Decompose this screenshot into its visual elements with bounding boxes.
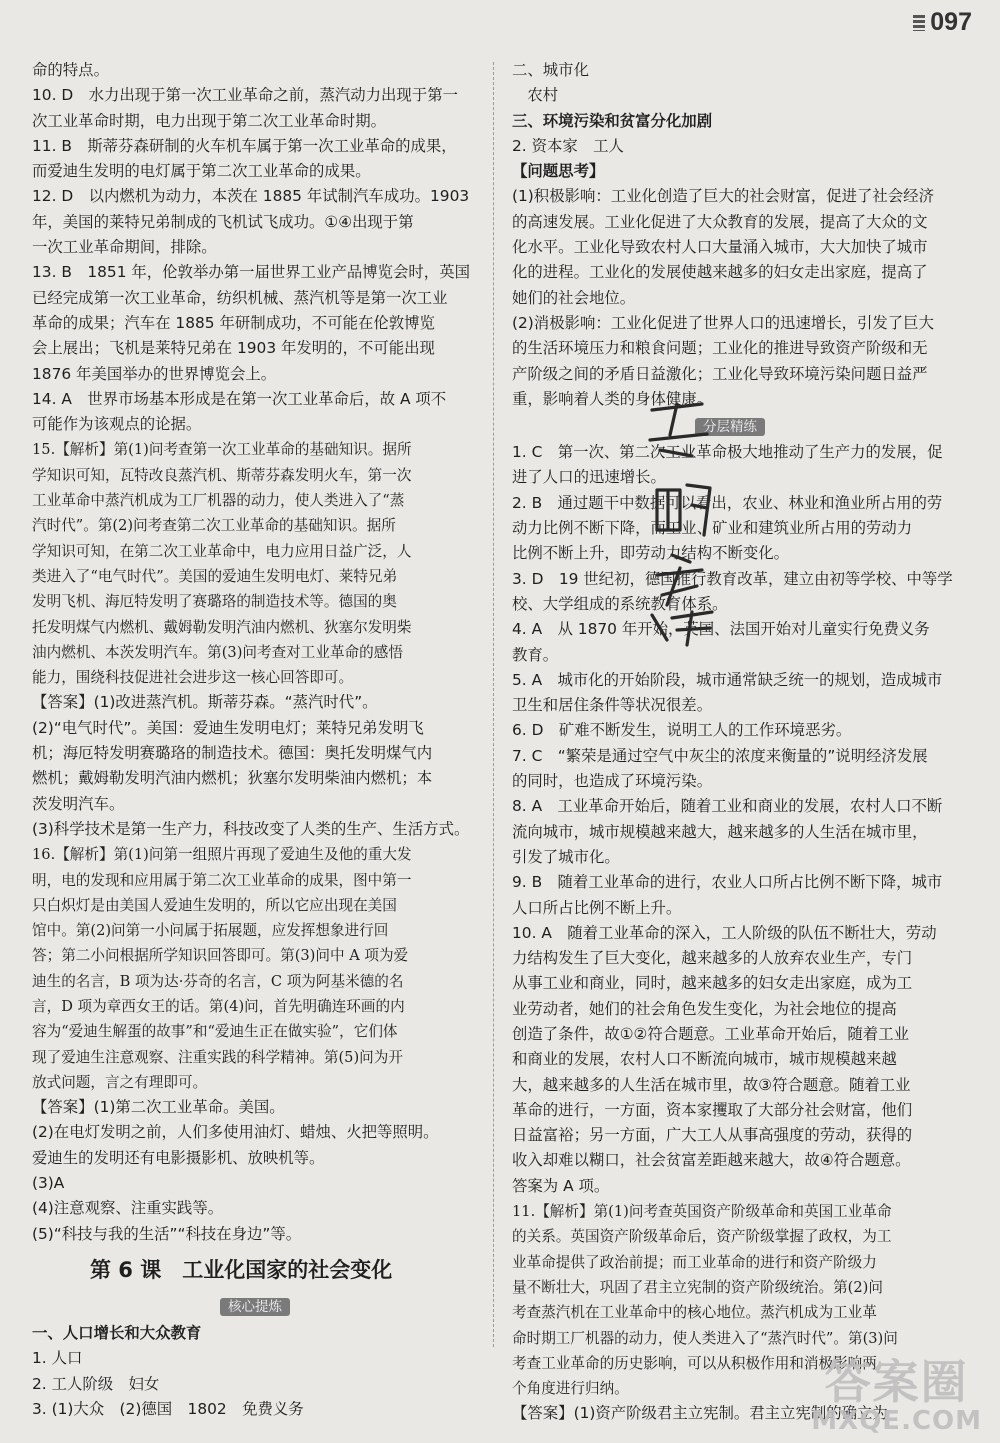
answer-14: 14. A 世界市场基本形成是在第一次工业革命后，故 A 项不	[32, 389, 447, 408]
text-line: 言，D 项为章西女王的话。第(4)问，首先明确连环画的内	[32, 997, 405, 1015]
text-line: 卫生和居住条件等状况很差。	[512, 696, 713, 715]
page-number	[913, 8, 972, 37]
text-line: 燃机；戴姆勒发明汽油内燃机；狄塞尔发明柴油内燃机；本	[32, 769, 433, 788]
text-line: 的生活环境压力和粮食问题；工业化的推进导致资产阶级和无	[512, 339, 928, 358]
answer-6: 6. D 矿难不断发生，说明工人的工作环境恶劣。	[512, 721, 852, 740]
text-line: 类进入了“电气时代”。美国的爱迪生发明电灯、莱特兄弟	[32, 567, 398, 585]
text-line: 机；海厄特发明赛璐珞的制造技术。德国：奥托发明煤气内	[32, 744, 433, 763]
text-line: 命时期工厂机器的动力，使人类进入了“蒸汽时代”。第(3)问	[512, 1329, 898, 1347]
answer-15-analysis: 15.【解析】第(1)问考查第一次工业革命的基础知识。据所	[32, 441, 412, 459]
text-line: 会上展出；飞机是莱特兄弟在 1903 年发明的，不可能出现	[32, 339, 435, 358]
text-line: 只白炽灯是由美国人爱迪生发明的，所以它应出现在美国	[32, 896, 397, 914]
right-column	[512, 58, 953, 1427]
text-line: 化的进程。工业化的发展使越来越多的妇女走出家庭，提高了	[512, 263, 928, 282]
answer-15-key: 【答案】(1)改进蒸汽机。斯蒂芬森。“蒸汽时代”。	[32, 693, 378, 712]
text-line: 汽时代”。第(2)问考查第二次工业革命的基础知识。据所	[32, 517, 396, 535]
watermark-url: MXQE.COM	[811, 1406, 982, 1436]
answer-1: 1. C 第一次、第二次工业革命极大地推动了生产力的发展，促	[512, 443, 943, 462]
text-line: 答；第二小问根据所学知识回答即可。第(3)问中 A 项为爱	[32, 947, 409, 965]
text-line: 流向城市，城市规模越来越大，越来越多的人生活在城市里，	[512, 822, 928, 841]
text-line: 明，电的发现和应用属于第二次工业革命的成果，图中第一	[32, 871, 412, 889]
text-line: 人口所占比例不断上升。	[512, 898, 682, 917]
text-line: 而爱迪生发明的电灯属于第二次工业革命的成果。	[32, 162, 371, 181]
section-badge-layer: 分层精练	[695, 418, 765, 436]
section-heading: 二、城市化	[512, 61, 589, 79]
text-line: 动力比例不断下降，而工业、矿业和建筑业所占用的劳动力	[512, 519, 913, 538]
text-line: 量不断壮大，巩固了君主立宪制的资产阶级统治。第(2)问	[512, 1278, 883, 1296]
text-line: (4)注意观察、注重实践等。	[32, 1199, 224, 1218]
question-thinking-heading: 【问题思考】	[512, 162, 605, 181]
text-line: 的同时，也造成了环境污染。	[512, 772, 713, 791]
answer-11: 11. B 斯蒂芬森研制的火车机车属于第一次工业革命的成果，	[32, 136, 457, 155]
text-line: 已经完成第一次工业革命，纺织机械、蒸汽机等是第一次工业	[32, 288, 448, 307]
answer-13: 13. B 1851 年，伦敦举办第一届世界工业产品博览会时，英国	[32, 263, 470, 282]
section-badge-core: 核心提炼	[220, 1298, 290, 1316]
text-line: 次工业革命时期，电力出现于第二次工业革命时期。	[32, 111, 386, 130]
section-heading: 三、环境污染和贫富分化加剧	[512, 111, 713, 130]
text-line: 个角度进行归纳。	[512, 1380, 629, 1398]
text-line: 校、大学组成的系统教育体系。	[512, 594, 728, 613]
text-line: 学知识可知，在第二次工业革命中，电力应用日益广泛，人	[32, 542, 412, 560]
text-line: 革命的进行，一方面，资本家攫取了大部分社会财富，他们	[512, 1100, 913, 1119]
answer-8: 8. A 工业革命开始后，随着工业和商业的发展，农村人口不断	[512, 797, 943, 816]
left-column	[32, 58, 478, 1422]
text-line: 爱迪生的发明还有电影摄影机、放映机等。	[32, 1148, 325, 1167]
badge-row	[32, 1293, 478, 1321]
answer-7: 7. C “繁荣是通过空气中灰尘的浓度来衡量的”说明经济发展	[512, 746, 928, 765]
text-line: (3)科学技术是第一生产力，科技改变了人类的生产、生活方式。	[32, 819, 470, 838]
text-line: 收入却难以糊口，社会贫富差距越来越大，故④符合题意。	[512, 1151, 911, 1170]
text-line: (2)“电气时代”。美国：爱迪生发明电灯；莱特兄弟发明飞	[32, 718, 424, 737]
answer-3: 3. D 19 世纪初，德国推行教育改革，建立由初等学校、中等学	[512, 569, 953, 588]
text-line: 的高速发展。工业化促进了大众教育的发展，提高了大众的文	[512, 212, 928, 231]
text-line: 业革命提供了政治前提；而工业革命的进行和资产阶级力	[512, 1253, 877, 1271]
answer-10-right: 10. A 随着工业革命的深入，工人阶级的队伍不断壮大，劳动	[512, 923, 937, 942]
text-line: 进了人口的迅速增长。	[512, 468, 666, 487]
answer-5: 5. A 城市化的开始阶段，城市通常缺乏统一的规划，造成城市	[512, 670, 943, 689]
text-line: 放式问题，言之有理即可。	[32, 1073, 208, 1091]
text-line: 答案为 A 项。	[512, 1176, 610, 1195]
answer-16-analysis: 16.【解析】第(1)问第一组照片再现了爱迪生及他的重大发	[32, 846, 412, 864]
column-divider	[493, 62, 494, 1347]
text-line: 她们的社会地位。	[512, 288, 636, 307]
answer-9: 9. B 随着工业革命的进行，农业人口所占比例不断下降，城市	[512, 873, 943, 892]
text-line: (1)积极影响：工业化创造了巨大的社会财富，促进了社会经济	[512, 187, 934, 206]
answer-10: 10. D 水力出现于第一次工业革命之前，蒸汽动力出现于第一	[32, 86, 458, 105]
text-line: 大，越来越多的人生活在城市里，故③符合题意。随着工业	[512, 1075, 911, 1094]
text-line: 容为“爱迪生解蛋的故事”和“爱迪生正在做实验”，它们体	[32, 1023, 398, 1041]
answer-2: 2. B 通过题干中数据可以看出，农业、林业和渔业所占用的劳	[512, 493, 943, 512]
answer-11-analysis: 11.【解析】第(1)问考查英国资产阶级革命和英国工业革命	[512, 1203, 892, 1221]
text-line: 1876 年美国举办的世界博览会上。	[32, 364, 277, 383]
text-line: 考查工业革命的历史影响，可以从积极作用和消极影响两	[512, 1354, 877, 1372]
text-line: 重，影响着人类的身体健康。	[512, 389, 713, 408]
text-line: 命的特点。	[32, 61, 109, 79]
text-line: 茨发明汽车。	[32, 794, 125, 813]
text-line: 工业革命中蒸汽机成为工厂机器的动力，使人类进入了“蒸	[32, 492, 405, 510]
text-line: 2. 资本家 工人	[512, 136, 624, 155]
text-line: 学知识可知，瓦特改良蒸汽机、斯蒂芬森发明火车，第一次	[32, 466, 412, 484]
text-line: 油内燃机、本茨发明汽车。第(3)问考查对工业革命的感悟	[32, 643, 403, 661]
text-line: 农村	[512, 86, 559, 105]
text-line: 从事工业和商业，同时，越来越多的妇女走出家庭，成为工	[512, 974, 913, 993]
text-line: 1. 人口	[32, 1349, 83, 1368]
text-line: 3. (1)大众 (2)德国 1802 免费义务	[32, 1399, 304, 1418]
text-line: 能力，围绕科技促进社会进步这一核心回答即可。	[32, 669, 354, 687]
text-line: (5)“科技与我的生活”“科技在身边”等。	[32, 1224, 302, 1243]
answer-11-key: 【答案】(1)资产阶级君主立宪制。君主立宪制的确立为	[512, 1404, 888, 1423]
lesson-title: 第 6 课 工业化国家的社会变化	[90, 1257, 393, 1282]
text-line: 考查蒸汽机在工业革命中的核心地位。蒸汽机成为工业革	[512, 1304, 877, 1322]
text-line: 年，美国的莱特兄弟制成的飞机试飞成功。①④出现于第	[32, 212, 414, 231]
text-line: 化水平。工业化导致农村人口大量涌入城市，大大加快了城市	[512, 238, 928, 257]
text-line: 和商业的发展，农村人口不断流向城市，城市规模越来越	[512, 1050, 897, 1069]
badge-row	[512, 412, 948, 440]
text-line: 迪生的名言，B 项为达·芬奇的名言，C 项为阿基米德的名	[32, 972, 404, 990]
text-line: 引发了城市化。	[512, 847, 620, 866]
text-line: 托发明煤气内燃机、戴姆勒发明汽油内燃机、狄塞尔发明柴	[32, 618, 412, 636]
text-line: 可能作为该观点的论据。	[32, 415, 202, 434]
text-line: 馆中。第(2)问第一小问属于拓展题，应发挥想象进行回	[32, 922, 389, 940]
text-line: 一次工业革命期间，排除。	[32, 238, 217, 257]
page-number-text: 097	[930, 8, 972, 36]
page-marker-icon	[913, 15, 925, 31]
text-line: 业劳动者，她们的社会角色发生变化，为社会地位的提高	[512, 999, 897, 1018]
section-heading: 一、人口增长和大众教育	[32, 1323, 202, 1342]
text-line: 的关系。英国资产阶级革命后，资产阶级掌握了政权，为工	[512, 1228, 892, 1246]
answer-16-key: 【答案】(1)第二次工业革命。美国。	[32, 1098, 285, 1117]
text-line: 革命的成果；汽车在 1885 年研制成功，不可能在伦敦博览	[32, 313, 435, 332]
text-line: 日益富裕；另一方面，广大工人从事高强度的劳动，获得的	[512, 1126, 913, 1145]
text-line: 现了爱迪生注意观察、注重实践的科学精神。第(5)问为开	[32, 1048, 403, 1066]
text-line: 比例不断上升，即劳动力结构不断变化。	[512, 544, 790, 563]
answer-4: 4. A 从 1870 年开始，英国、法国开始对儿童实行免费义务	[512, 620, 930, 639]
watermark-title: 答案圈	[824, 1355, 969, 1409]
text-line: 教育。	[512, 645, 559, 664]
text-line: (2)消极影响：工业化促进了世界人口的迅速增长，引发了巨大	[512, 313, 934, 332]
text-line: (2)在电灯发明之前，人们多使用油灯、蜡烛、火把等照明。	[32, 1123, 439, 1142]
watermark	[811, 1357, 982, 1435]
text-line: 产阶级之间的矛盾日益激化；工业化导致环境污染问题日益严	[512, 364, 928, 383]
answer-12: 12. D 以内燃机为动力，本茨在 1885 年试制汽车成功。1903	[32, 187, 470, 206]
text-line: 创造了条件，故①②符合题意。工业革命开始后，随着工业	[512, 1024, 909, 1043]
text-line: 发明飞机、海厄特发明了赛璐珞的制造技术等。德国的奥	[32, 593, 397, 611]
handwriting-scribble	[632, 390, 722, 650]
text-line: (3)A	[32, 1174, 65, 1193]
text-line: 2. 工人阶级 妇女	[32, 1374, 160, 1393]
text-line: 力结构发生了巨大变化，越来越多的人放弃农业生产，专门	[512, 949, 913, 968]
